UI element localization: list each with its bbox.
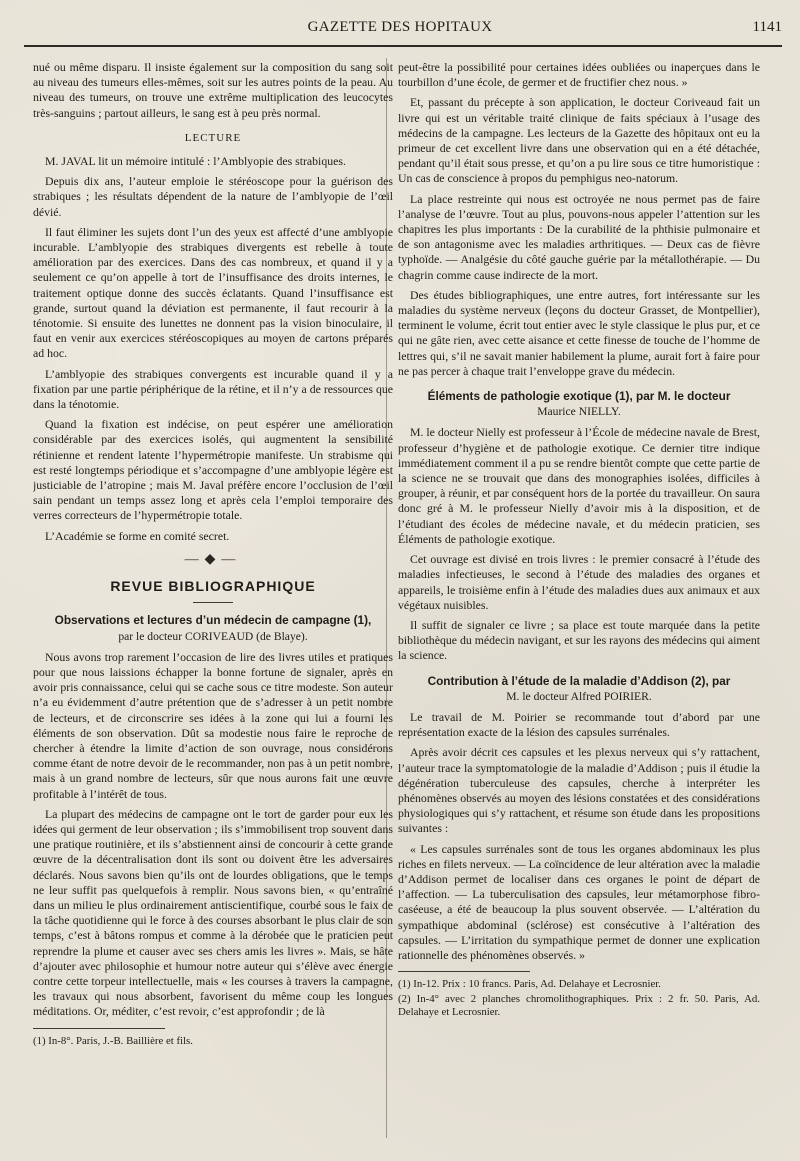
article-3-title: Contribution à l’étude de la maladie d’Addison (2), par [427,673,731,688]
article-2-title: Éléments de pathologie exotique (1), par M. le docteur [427,389,731,404]
left-column [33,60,393,1050]
lecture-paragraph-2: Depuis dix ans, l’auteur emploie le stéréoscope pour la guérison des strabiques ; les résultats dépendent de la nature de l’amblyopie de l’œil dévié. [33,174,393,219]
right-paragraph-3: La place restreinte qui nous est octroyée ne nous permet pas de faire l’analyse de l’œuvre. Tout au plus, pouvons-nous appeler l’attention sur les chapitres les plus importants : De la curabilité de la phthisie pulmonaire et de son antagonisme avec les maladies arthritiques. — Deux cas de fièvre typhoïde. — Analgésie du côté gauche guérie par la métallothérapie. — Du chagrin comme cause indirecte de la mort. [398,191,760,282]
article-2-paragraph-3: Il suffit de signaler ce livre ; sa place est toute marquée dans la petite bibliothèque du médecin navigant, et sur les rayons des médecins qui aiment la science. [398,617,760,663]
article-1-title: Observations et lectures d’un médecin de campagne (1), [54,613,372,628]
article-1-paragraph-1: Nous avons trop rarement l’occasion de lire des livres utiles et pratiques pour que nous laissions échapper la bonne fortune de signaler, après en avoir pris connaissance, celui qui se cache sous ce titre modeste. Son auteur n’a eu évidemment d’autre prétention que de s’adresser à un petit nombre de lecteurs, et de circonscrire ses idées à la zone qui lui a fourni les éléments de son observation. Dût sa modestie nous faire le reproche de chercher à étendre la limite d’action de son ouvrage, nous considérons comme étant de notre devoir de le recommander, non pas à un petit nombre, mais à un grand nombre de lecteurs, sûr que nous aurons fait une œuvre profitable à l’intérêt de tous. [33,649,393,801]
article-3-byline: M. le docteur Alfred POIRIER. [506,689,652,703]
article-1-byline: par le docteur CORIVEAUD (de Blaye). [118,629,308,643]
left-footnote-rule [33,1028,165,1029]
header-rule [24,45,782,47]
right-paragraph-4: Des études bibliographiques, une entre autres, fort intéressante sur les maladies du système nerveux (leçons du docteur Grasset, de Montpellier), terminent le volume, écrit tout entier avec le style classique le plus pur, et ce qui ne gâte rien, avec cette aisance et cette finesse de touche de l’homme de lettres qui, s’il ne savait manier habilement la plume, aurait fort à faire pour ne pas percer à chaque trait l’enveloppe grave du médecin. [398,287,760,378]
lecture-paragraph-1: M. JAVAL lit un mémoire intitulé : l’Amblyopie des strabiques. [45,154,346,169]
article-2-byline: Maurice NIELLY. [537,405,621,419]
right-footnote-rule [398,971,530,972]
article-2-title-block [398,389,760,419]
lecture-paragraph-4: L’amblyopie des strabiques convergents est incurable quand il y a fixation par une partie périphérique de la rétine, et il n’y a de ressources que dans la ténotomie. [33,366,393,412]
lecture-paragraph-5: Quand la fixation est indécise, on peut espérer une amélioration considérable par des exercices isolés, qui augmentent la sensibilité rétinienne et rendent latente l’hypermétropie manifeste. Un strabisme qui est resté longtemps périodique et s’accompagne d’une amblyopie légère est justiciable de l’atropine ; mais M. Javal préfère encore l’occlusion de l’œil sain pendant un temps assez long et après cela l’emploi temporaire des verres correcteurs de l’hypermétropie totale. [33,417,393,523]
article-3-paragraph-3: « Les capsules surrénales sont de tous les organes abdominaux les plus riches en filets nerveux. — La coïncidence de leur altération avec la maladie d’Addison permet de localiser dans ces organes le point de départ de l’affection. — La tuberculisation des capsules, leur métamorphose fibro-caséeuse, a été de beaucoup la plus souvent observée. — L’altération du sympathique abdominal (sclérose) est consécutive à l’altération des capsules. — L’irritation du sympathique permet de donner une explication rationnelle des phénomènes observés. » [398,841,760,962]
left-footnote-1: (1) In-8°. Paris, J.-B. Baillière et fils. [33,1034,193,1047]
article-2-paragraph-2: Cet ouvrage est divisé en trois livres : le premier consacré à l’étude des maladies infectieuses, le second à l’étude des maladies des organes et appareils, le troisième enfin à l’étude des maladies dues aux animaux et aux végétaux nuisibles. [398,552,760,612]
lecture-heading: LECTURE [184,131,242,144]
section-ornament: —◆— [184,551,242,567]
right-paragraph-1: peut-être la possibilité pour certaines idées oubliées ou inaperçues dans le tourbillon d’une école, de germer et de fructifier chez nous. » [398,60,760,90]
revue-heading: REVUE BIBLIOGRAPHIQUE [110,578,316,595]
page-header [0,0,800,46]
article-3-title-block [398,674,760,704]
right-paragraph-2: Et, passant du précepte à son application, le docteur Coriveaud fait un livre qui est un véritable traité clinique de faits spéciaux à l’usage des médecins de la campagne. Les lecteurs de la Gazette des hôpitaux ont eu la primeur de cet excellent livre dans une observation qui en a été détachée, pendant qu’il était sous presse, et qu’on a pu lire sous ce titre humoristique : Un cas de conscience à propos du pemphigus neo-natorum. [398,95,760,186]
article-1-paragraph-2: La plupart des médecins de campagne ont le tort de garder pour eux les idées qui germent de leur observation ; ils s’immobilisent trop souvent dans une pratique routinière, et ils s’abstiennent ainsi de concourir à cette grande œuvre de la décentralisation dont ils sont ou doivent être les adversaires déclarés. Nous savons bien qu’ils ont de lourdes obligations, que le temps ne leur suffit pas quelquefois à remplir. Nous savons bien, « qu’entraîné dans un milieu le plus ordinairement antiscientifique, courbé sous le faix de la tâche quotidienne qui le force à des courses absorbant le plus clair de son temps, c’est à bâtons rompus et comme à la dérobée que le praticien peut reprendre la plume et causer avec ses chers amis les livres ». Mais, se hâte d’ajouter avec philosophie et humour notre auteur qui s’élève avec énergie contre cette torpeur intellectuelle, mais « les courses à travers la campagne, les travaux qui nous absorbent, favorisent du même coup les longues méditations. Or, méditer, c’est revoir, c’est approfondir ; de là [33,806,393,1019]
right-footnote-1: (1) In-12. Prix : 10 francs. Paris, Ad. Delahaye et Lecrosnier. [398,978,661,991]
page-title: GAZETTE DES HOPITAUX [307,19,493,35]
lecture-paragraph-3: Il faut éliminer les sujets dont l’un des yeux est affecté d’une amblyopie incurable. L’amblyopie des strabiques divergents est rebelle à toute amélioration par des exercices. Dans des cas nombreux, et quand il y a seulement ce qu’on appelle à tort de l’insuffisance des droits internes, le traitement optique donne des succès éclatants. Quand l’insuffisance est grande, surtout quand la déviation est permanente, il faut recourir à la ténotomie. Si ensuite des lunettes ne donnent pas la vision binoculaire, il faut en venir aux exercices stéréoscopiques au moyen de cartons préparés ad hoc. [33,224,393,361]
page-number: 1141 [752,19,782,35]
revue-rule [193,602,233,603]
lecture-paragraph-6: L’Académie se forme en comité secret. [45,528,230,543]
article-3-paragraph-2: Après avoir décrit ces capsules et les plexus nerveux qui s’y rattachent, l’auteur trace la symptomatologie de la maladie d’Addison ; puis il étudie la dégénération tuberculeuse des capsules, cherche à interpréter les phénomènes observés au moyen des lésions constatées et des considérations physiologiques qui s’y rattachent, et résume son étude dans les propositions suivantes : [398,745,760,836]
article-2-paragraph-1: M. le docteur Nielly est professeur à l’École de médecine navale de Brest, professeur d’hygiène et de pathologie exotique. Ce dernier titre indique immédiatement comment il a pu se rendre bientôt compte que cette partie de la science ne se trouvait que dans des monographies isolées, difficiles à grouper, à réunir, et par conséquent hors de la portée du travailleur. On saura donc gré à M. le professeur Nielly d’avoir mis à la disposition, et de l’étudiant des écoles de médecine navale, et du médecin praticien, ses Éléments de pathologie exotique. [398,425,760,546]
right-column [398,60,760,1021]
article-3-paragraph-1: Le travail de M. Poirier se recommande tout d’abord par une représentation exacte de la lésion des capsules surrénales. [398,709,760,740]
left-intro-paragraph: nué ou même disparu. Il insiste également sur la composition du sang soit au niveau des tumeurs elles-mêmes, soit sur les autres points de la peau. Au niveau des tumeurs, on trouve une extrême multiplication des leucocytes très-sanguins ; partout ailleurs, le sang est à peu près normal. [33,60,393,120]
article-1-title-block [33,613,393,643]
right-footnote-2: (2) In-4° avec 2 planches chromolithographiques. Prix : 2 fr. 50. Paris, Ad. Delahaye et Lecrosnier. [398,993,760,1019]
